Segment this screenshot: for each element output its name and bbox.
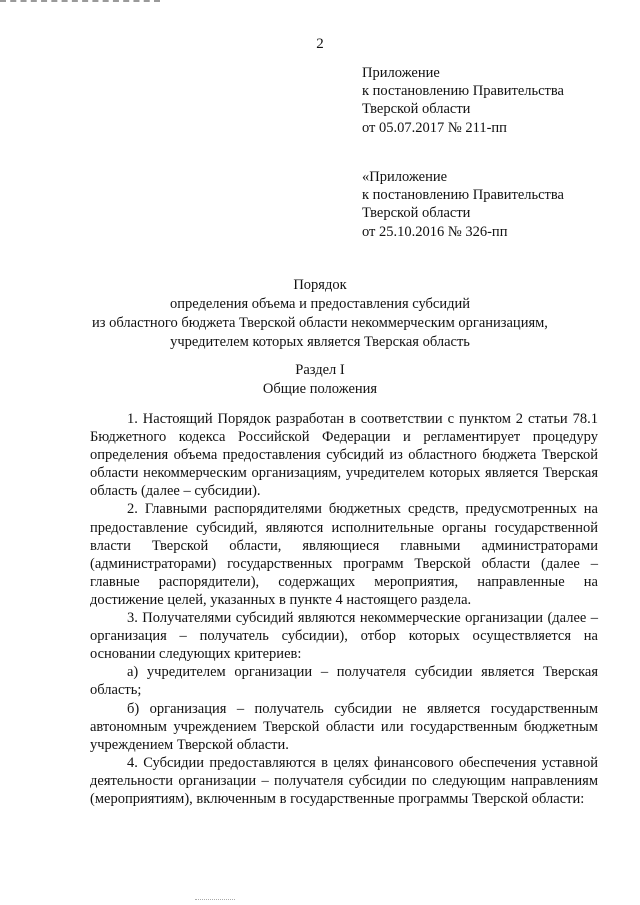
appendix-current-line-4: от 05.07.2017 № 211-пп [362, 119, 507, 136]
paragraph-2: 2. Главными распорядителями бюджетных средств, предусмотренных на предоставление субсидий, являются исполнительные органы государственной власти Тверской области, являющиеся главными администраторами (администраторами) государственных программ Тверской области (далее – главные распорядители), содержащих мероприятия, направленные на достижение целей, указанных в пункте 4 настоящего раздела. [90, 501, 598, 608]
appendix-previous-line-2: к постановлению Правительства [362, 187, 564, 204]
scan-top-rule [0, 0, 160, 5]
appendix-current-line-2: к постановлению Правительства [362, 83, 564, 100]
paragraph-1: 1. Настоящий Порядок разработан в соответствии с пунктом 2 статьи 78.1 Бюджетного кодекса Российской Федерации и регламентирует процедуру определения объема предоставления субсидий из областного бюджета Тверской области некоммерческим организациям, учредителем которых является Тверская область (далее – субсидии). [90, 411, 598, 500]
page-number: 2 [316, 36, 324, 52]
body-text [90, 410, 598, 808]
appendix-current-line-3: Тверской области [362, 101, 471, 118]
section-number: Раздел I [295, 362, 345, 378]
paragraph-4: 4. Субсидии предоставляются в целях финансового обеспечения уставной деятельности организации – получателя субсидии по следующим направлениям (мероприятиям), включенным в государственные программы Тверской области: [90, 754, 598, 807]
document-title [0, 276, 640, 352]
appendix-previous-block [362, 168, 622, 241]
title-line-1: определения объема и предоставления субсидий [169, 296, 471, 312]
appendix-previous-line-3: Тверской области [362, 205, 471, 222]
appendix-current-block [362, 64, 622, 137]
section-heading [0, 361, 640, 399]
paragraph-3a: а) учредителем организации – получателя субсидии является Тверская область; [90, 664, 598, 699]
title-line-2: из областного бюджета Тверской области некоммерческим организациям, [92, 315, 548, 331]
paragraph-3b: б) организация – получатель субсидии не является государственным автономным учреждением Тверской области или государственным бюджетным учреждением Тверской области. [90, 700, 598, 753]
paragraph-3: 3. Получателями субсидий являются некоммерческие организации (далее – организация – получатель субсидии), отбор которых осуществляется на основании следующих критериев: [90, 610, 598, 663]
appendix-previous-line-1: «Приложение [362, 169, 448, 185]
scan-bottom-mark [195, 899, 235, 902]
appendix-current-line-1: Приложение [362, 65, 440, 81]
section-name: Общие положения [262, 381, 378, 397]
title-heading: Порядок [293, 277, 347, 293]
title-line-3: учредителем которых является Тверская область [170, 334, 470, 350]
appendix-previous-line-4: от 25.10.2016 № 326-пп [362, 223, 508, 240]
